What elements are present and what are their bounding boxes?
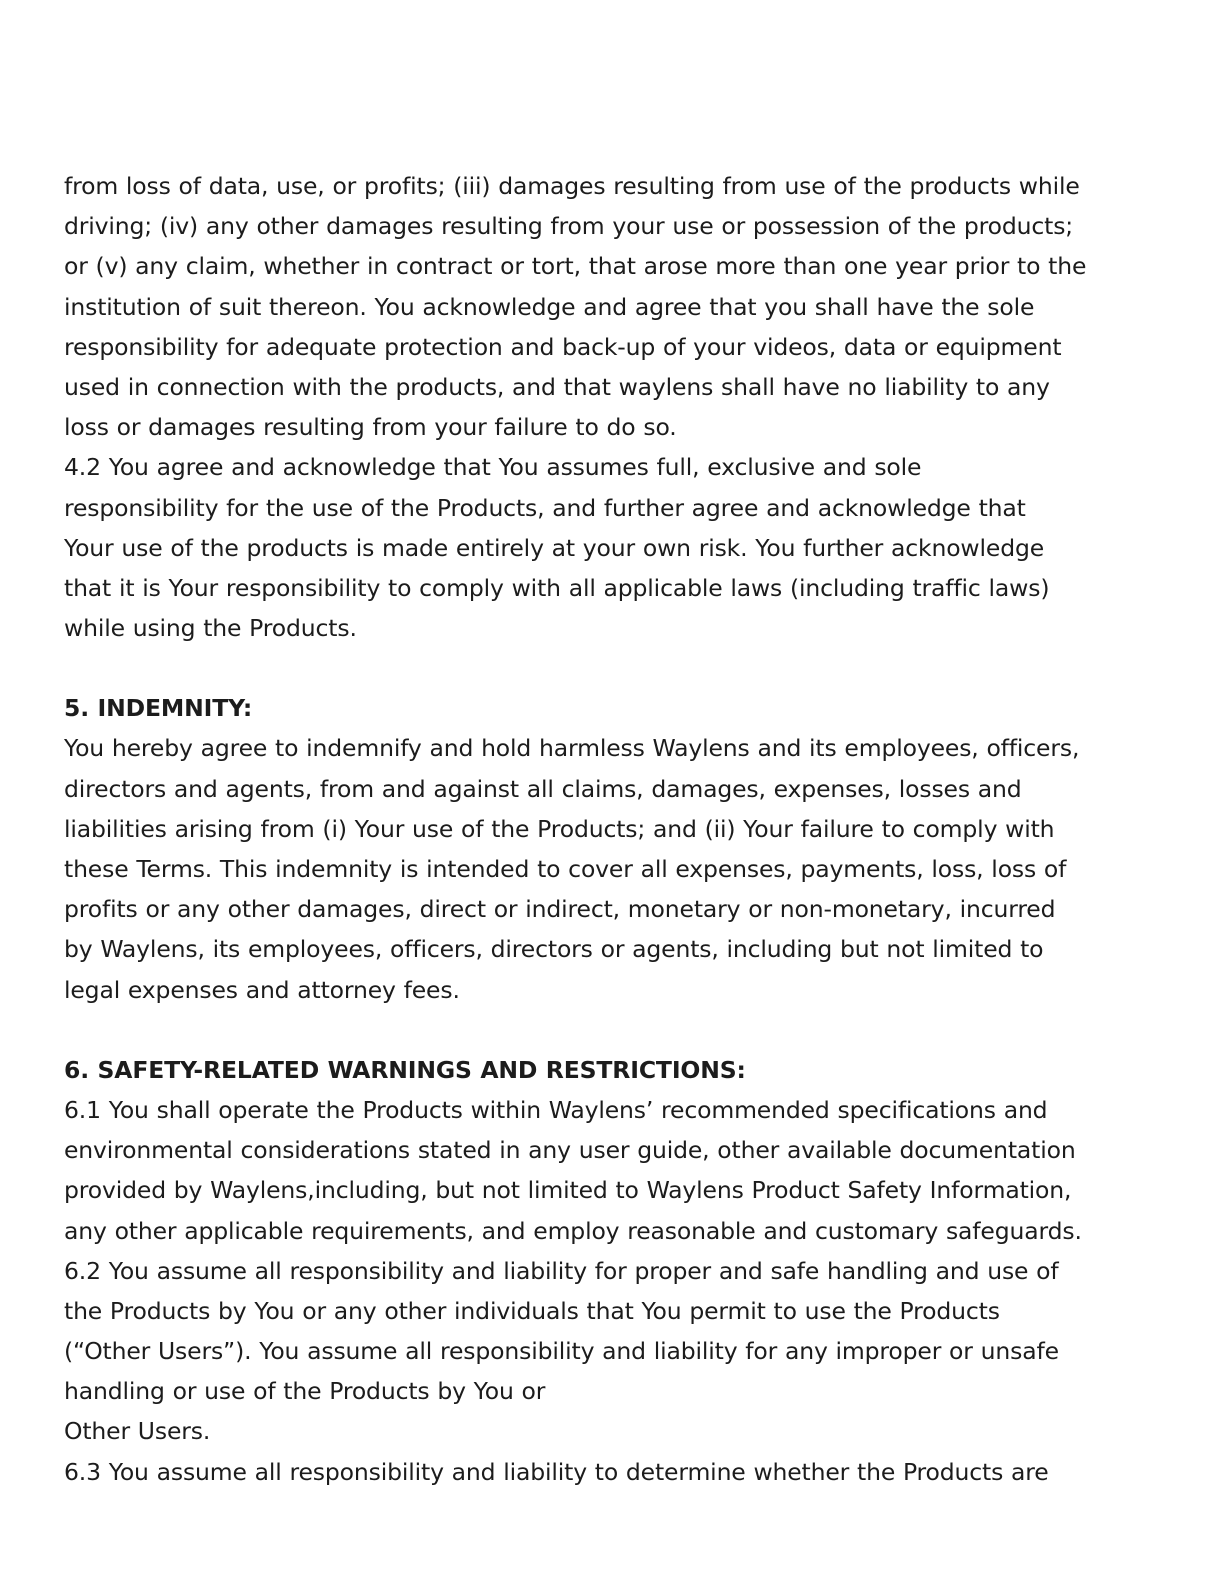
section-5-indemnity: [64, 688, 1194, 1010]
text-line: Your use of the products is made entirely at your own risk. You further acknowledge: [64, 533, 1045, 562]
section-6-safety: [64, 1050, 1194, 1492]
text-line: the Products by You or any other individuals that You permit to use the Products: [64, 1296, 1000, 1325]
text-line: 6.1 You shall operate the Products within Waylens’ recommended specifications and: [64, 1095, 1048, 1124]
text-line: these Terms. This indemnity is intended to cover all expenses, payments, loss, loss of: [64, 855, 1067, 883]
text-line: directors and agents, from and against all claims, damages, expenses, losses and: [64, 774, 1022, 803]
text-line: responsibility for adequate protection and back-up of your videos, data or equipment: [64, 332, 1062, 361]
text-line: by Waylens, its employees, officers, directors or agents, including but not limited to: [64, 935, 1044, 964]
text-line: any other applicable requirements, and employ reasonable and customary safeguards.: [64, 1216, 1082, 1245]
text-line: (“Other Users”). You assume all responsibility and liability for any improper or unsafe: [64, 1337, 1059, 1366]
text-line: provided by Waylens,including, but not limited to Waylens Product Safety Information,: [64, 1176, 1072, 1205]
text-line: profits or any other damages, direct or indirect, monetary or non-monetary, incurred: [64, 895, 1056, 924]
document-page: [64, 166, 1194, 1492]
text-line: driving; (iv) any other damages resulting from your use or possession of the products;: [64, 212, 1074, 241]
text-line: while using the Products.: [64, 614, 357, 643]
paragraph-gap: [64, 1010, 1194, 1050]
text-line: environmental considerations stated in any user guide, other available documentation: [64, 1136, 1076, 1165]
text-line: from loss of data, use, or profits; (iii) damages resulting from use of the products while: [64, 172, 1080, 200]
text-line: liabilities arising from (i) Your use of the Products; and (ii) Your failure to comply with: [64, 814, 1055, 843]
text-line: Other Users.: [64, 1417, 211, 1446]
text-line: handling or use of the Products by You or: [64, 1377, 546, 1406]
text-line: 4.2 You agree and acknowledge that You assumes full, exclusive and sole: [64, 453, 922, 482]
text-line: 6.2 You assume all responsibility and liability for proper and safe handling and use of: [64, 1256, 1059, 1285]
text-line: used in connection with the products, and that waylens shall have no liability to any: [64, 372, 1050, 401]
text-line: legal expenses and attorney fees.: [64, 975, 460, 1004]
text-line: that it is Your responsibility to comply with all applicable laws (including traffic laws): [64, 573, 1050, 602]
section-heading: 6. SAFETY-RELATED WARNINGS AND RESTRICTIONS:: [64, 1055, 746, 1084]
text-line: institution of suit thereon. You acknowledge and agree that you shall have the sole: [64, 292, 1035, 321]
clause-4-2: [64, 447, 1194, 648]
paragraph-gap: [64, 648, 1194, 688]
text-line: responsibility for the use of the Products, and further agree and acknowledge that: [64, 493, 1026, 522]
text-line: 6.3 You assume all responsibility and liability to determine whether the Products are: [64, 1457, 1049, 1486]
text-line: You hereby agree to indemnify and hold harmless Waylens and its employees, officers,: [64, 734, 1080, 763]
text-line: loss or damages resulting from your failure to do so.: [64, 413, 677, 442]
text-line: or (v) any claim, whether in contract or tort, that arose more than one year prior to the: [64, 252, 1087, 281]
section-heading: 5. INDEMNITY:: [64, 694, 253, 723]
section-4-continued: [64, 166, 1194, 447]
